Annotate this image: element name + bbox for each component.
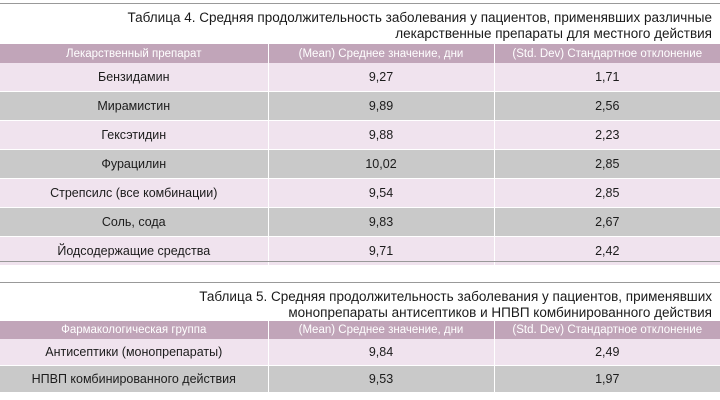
mean-cell: 10,02 bbox=[268, 150, 494, 179]
drug-cell: Стрепсилс (все комбинации) bbox=[0, 179, 268, 208]
table4-title-line1: Таблица 4. Средняя продолжительность заболевания у пациентов, применявших различные bbox=[127, 10, 712, 25]
table4-top-rule bbox=[0, 3, 720, 4]
std-cell: 1,71 bbox=[494, 63, 720, 92]
std-cell: 2,42 bbox=[494, 237, 720, 266]
group-cell: НПВП комбинированного действия bbox=[0, 366, 268, 393]
table-row bbox=[0, 179, 720, 208]
table-row bbox=[0, 339, 720, 366]
table4-header-row bbox=[0, 44, 720, 63]
table4-title-line2: лекарственные препараты для местного действия bbox=[395, 26, 712, 41]
table4 bbox=[0, 44, 720, 266]
table-row bbox=[0, 121, 720, 150]
group-cell: Антисептики (монопрепараты) bbox=[0, 339, 268, 366]
std-cell: 2,85 bbox=[494, 179, 720, 208]
std-cell: 2,23 bbox=[494, 121, 720, 150]
std-cell: 2,49 bbox=[494, 339, 720, 366]
std-cell: 2,67 bbox=[494, 208, 720, 237]
mean-cell: 9,83 bbox=[268, 208, 494, 237]
mean-cell: 9,54 bbox=[268, 179, 494, 208]
drug-cell: Соль, сода bbox=[0, 208, 268, 237]
table5-header-std: (Std. Dev) Стандартное отклонение bbox=[494, 321, 720, 339]
table-row bbox=[0, 366, 720, 393]
std-cell: 1,97 bbox=[494, 366, 720, 393]
table5-title-line2: монопрепараты антисептиков и НПВП комбинированного действия bbox=[288, 305, 712, 320]
table4-header-std: (Std. Dev) Стандартное отклонение bbox=[494, 44, 720, 63]
table5-header-mean: (Mean) Среднее значение, дни bbox=[268, 321, 494, 339]
table5-title-line1: Таблица 5. Средняя продолжительность заболевания у пациентов, применявших bbox=[199, 289, 712, 304]
drug-cell: Мирамистин bbox=[0, 92, 268, 121]
mean-cell: 9,53 bbox=[268, 366, 494, 393]
table-row bbox=[0, 150, 720, 179]
mean-cell: 9,84 bbox=[268, 339, 494, 366]
table5-header-group: Фармакологическая группа bbox=[0, 321, 268, 339]
table5-title bbox=[199, 289, 712, 321]
table-row bbox=[0, 208, 720, 237]
table-row bbox=[0, 92, 720, 121]
mean-cell: 9,88 bbox=[268, 121, 494, 150]
drug-cell: Йодсодержащие средства bbox=[0, 237, 268, 266]
mean-cell: 9,89 bbox=[268, 92, 494, 121]
table5 bbox=[0, 321, 720, 393]
table5-top-rule bbox=[0, 282, 720, 283]
mean-cell: 9,27 bbox=[268, 63, 494, 92]
std-cell: 2,56 bbox=[494, 92, 720, 121]
table-row bbox=[0, 63, 720, 92]
table4-header-drug: Лекарственный препарат bbox=[0, 44, 268, 63]
drug-cell: Бензидамин bbox=[0, 63, 268, 92]
mean-cell: 9,71 bbox=[268, 237, 494, 266]
table4-title bbox=[128, 10, 712, 42]
std-cell: 2,85 bbox=[494, 150, 720, 179]
drug-cell: Фурацилин bbox=[0, 150, 268, 179]
drug-cell: Гексэтидин bbox=[0, 121, 268, 150]
table5-header-row bbox=[0, 321, 720, 339]
table4-header-mean: (Mean) Среднее значение, дни bbox=[268, 44, 494, 63]
table4-bottom-rule bbox=[0, 261, 720, 262]
